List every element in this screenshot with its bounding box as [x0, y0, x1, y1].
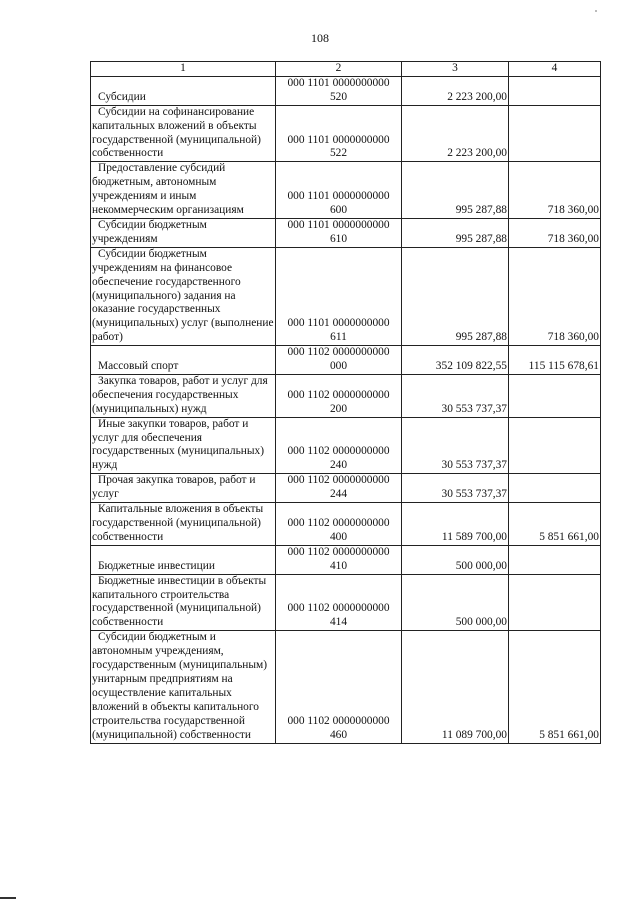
row-code-type: 200 [329, 402, 348, 415]
row-code-main: 000 1101 0000000000 [287, 218, 390, 231]
row-code-type: 611 [330, 331, 347, 344]
row-name-text: Бюджетные инвестиции [98, 559, 215, 572]
row-amount-col4: 718 360,00 [509, 247, 601, 345]
page-number: 108 [311, 31, 329, 45]
table-row [91, 474, 601, 503]
row-amount-col3: 995 287,88 [402, 162, 509, 219]
row-code-main: 000 1102 0000000000 [287, 445, 390, 458]
row-code-main: 000 1102 0000000000 [287, 474, 390, 487]
row-code-type: 410 [329, 559, 348, 572]
row-code [276, 474, 402, 503]
table-header-row [91, 62, 601, 77]
row-code-type: 414 [329, 616, 348, 629]
row-name [91, 503, 276, 546]
row-code-type: 520 [329, 90, 348, 103]
row-name-text: Капитальные вложения в объекты государственной (муниципальной) собственности [92, 503, 264, 543]
row-name-text: Субсидии бюджетным учреждениям на финансовое обеспечение государственного (муниципального) задания на оказание государственных (муниципальных) услуг (выполнение работ) [92, 247, 274, 344]
row-amount-col3: 30 553 737,37 [402, 474, 509, 503]
row-name [91, 247, 276, 345]
budget-table [90, 61, 601, 744]
table-row [91, 76, 601, 105]
row-code-main: 000 1101 0000000000 [287, 76, 390, 89]
row-code-type: 400 [329, 530, 348, 543]
row-name-text: Прочая закупка товаров, работ и услуг [92, 474, 256, 501]
row-name [91, 346, 276, 375]
row-name [91, 631, 276, 743]
row-code [276, 503, 402, 546]
row-code [276, 346, 402, 375]
row-amount-col4: 718 360,00 [509, 218, 601, 247]
row-code [276, 574, 402, 631]
row-name-text: Субсидии бюджетным и автономным учреждениям, государственным (муниципальным) унитарным предприятиям на осуществление капитальных вложений в объекты капитального строительства государственной (муниципальной) собственности [92, 631, 268, 741]
row-code-main: 000 1102 0000000000 [287, 545, 390, 558]
row-code [276, 247, 402, 345]
row-name [91, 374, 276, 417]
row-amount-col4 [509, 105, 601, 162]
table-row [91, 105, 601, 162]
row-amount-col4 [509, 374, 601, 417]
row-code-type: 460 [329, 728, 348, 741]
row-name-text: Субсидии бюджетным учреждениям [92, 218, 207, 245]
row-amount-col4: 5 851 661,00 [509, 631, 601, 743]
row-code [276, 417, 402, 474]
row-code-main: 000 1102 0000000000 [287, 388, 390, 401]
row-amount-col3: 30 553 737,37 [402, 417, 509, 474]
row-name [91, 218, 276, 247]
row-amount-col4: 718 360,00 [509, 162, 601, 219]
row-amount-col4 [509, 574, 601, 631]
row-code-main: 000 1101 0000000000 [287, 133, 390, 146]
table-row [91, 218, 601, 247]
row-amount-col4 [509, 76, 601, 105]
column-header-2: 2 [276, 62, 402, 77]
row-code-type: 522 [329, 147, 348, 160]
row-code-main: 000 1101 0000000000 [287, 190, 390, 203]
row-code [276, 545, 402, 574]
row-code-main: 000 1101 0000000000 [287, 317, 390, 330]
row-code-main: 000 1102 0000000000 [287, 602, 390, 615]
table-row [91, 346, 601, 375]
row-amount-col4 [509, 545, 601, 574]
row-name [91, 574, 276, 631]
table-row [91, 374, 601, 417]
row-amount-col3: 2 223 200,00 [402, 105, 509, 162]
row-name [91, 417, 276, 474]
row-name-text: Предоставление субсидий бюджетным, автономным учреждениям и иным некоммерческим организациям [92, 162, 244, 217]
row-name-text: Массовый спорт [98, 360, 179, 373]
row-name-text: Иные закупки товаров, работ и услуг для обеспечения государственных (муниципальных) нужд [92, 417, 265, 472]
column-header-1: 1 [91, 62, 276, 77]
row-code [276, 76, 402, 105]
row-name-text: Субсидии на софинансирование капитальных вложений в объекты государственной (муниципальной) собственности [92, 105, 261, 160]
row-name [91, 545, 276, 574]
row-amount-col4 [509, 474, 601, 503]
table-row [91, 545, 601, 574]
row-amount-col3: 995 287,88 [402, 247, 509, 345]
row-code-type: 610 [329, 232, 348, 245]
row-code [276, 218, 402, 247]
table-row [91, 631, 601, 743]
table-row [91, 417, 601, 474]
row-name-text: Субсидии [98, 90, 146, 103]
margin-mark [0, 897, 16, 899]
row-amount-col3: 30 553 737,37 [402, 374, 509, 417]
row-amount-col3: 500 000,00 [402, 574, 509, 631]
row-amount-col3: 995 287,88 [402, 218, 509, 247]
row-code [276, 631, 402, 743]
row-amount-col4: 5 851 661,00 [509, 503, 601, 546]
row-name-text: Бюджетные инвестиции в объекты капитального строительства государственной (муниципальной) собственности [92, 574, 267, 629]
row-amount-col4: 115 115 678,61 [509, 346, 601, 375]
row-code-main: 000 1102 0000000000 [287, 517, 390, 529]
row-code-type: 000 [329, 360, 348, 373]
row-code-type: 244 [329, 488, 348, 501]
row-name [91, 474, 276, 503]
row-amount-col3: 500 000,00 [402, 545, 509, 574]
row-code [276, 105, 402, 162]
table-row [91, 162, 601, 219]
row-name-text: Закупка товаров, работ и услуг для обеспечения государственных (муниципальных) нужд [92, 374, 268, 415]
row-code-main: 000 1102 0000000000 [287, 714, 390, 727]
row-amount-col3: 2 223 200,00 [402, 76, 509, 105]
row-name [91, 105, 276, 162]
row-amount-col3: 11 589 700,00 [402, 503, 509, 546]
table-row [91, 574, 601, 631]
column-header-4: 4 [509, 62, 601, 77]
table-row [91, 503, 601, 546]
row-code [276, 162, 402, 219]
row-amount-col3: 352 109 822,55 [402, 346, 509, 375]
row-name [91, 162, 276, 219]
row-code-type: 600 [329, 204, 348, 217]
column-header-3: 3 [402, 62, 509, 77]
row-code-type: 240 [329, 459, 348, 472]
scan-artifact [595, 10, 597, 12]
row-name [91, 76, 276, 105]
row-code-main: 000 1102 0000000000 [287, 346, 390, 359]
row-code [276, 374, 402, 417]
row-amount-col4 [509, 417, 601, 474]
row-amount-col3: 11 089 700,00 [402, 631, 509, 743]
table-row [91, 247, 601, 345]
